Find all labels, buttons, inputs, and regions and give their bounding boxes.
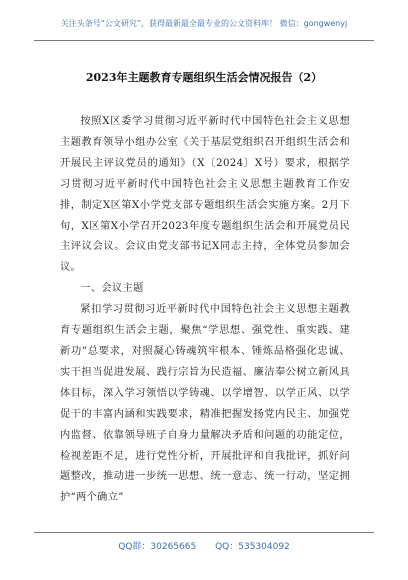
footer-qq-group: QQ群：30265665 bbox=[118, 542, 197, 552]
paragraph-intro: 按照X区委学习贯彻习近平新时代中国特色社会主义思想主题教育领导小组办公室《关于基层党组织召开组织生活会和开展民主评议党员的通知》（X〔2024〕X号）要求，根据学习贯彻习近平新时代中国特色社会主义思想主题教育工作安排，制定X区第X小学党支部专题组织生活会实施方案。2月下旬，X区第X小学召开2023年度专题组织生活会和开展党员民主评议会议。会议由党支部书记X同志主持，全体党员参加会议。 bbox=[60, 116, 350, 274]
document-body bbox=[60, 112, 350, 509]
header-divider bbox=[34, 40, 374, 41]
header-notice: 关注头条号“公文研究”，获得最新最全最专业的公文资料库！ 微信：gongwenyj bbox=[60, 19, 348, 28]
footer-qq: QQ：535304092 bbox=[215, 542, 290, 552]
footer-divider bbox=[34, 532, 374, 533]
paragraph-meeting-theme: 紧扣学习贯彻习近平新时代中国特色社会主义思想主题教育专题组织生活会主题，聚焦“学思想、强党性、重实践、建新功”总要求，对照凝心铸魂筑牢根本、锤炼品格强化忠诚、实干担当促进发展、践行宗旨为民造福、廉洁奉公树立新风具体目标，深入学习领悟以学铸魂、以学增智、以学正风、以学促干的丰富内涵和实践要求，精准把握发扬党内民主、加强党内监督、依靠领导班子自身力量解决矛盾和问题的功能定位，检视差距不足，进行党性分析，开展批评和自我批评，抓好问题整改，推动进一步统一思想、统一意志、统一行动，坚定拥护“两个确立” bbox=[60, 304, 350, 504]
footer-contacts bbox=[0, 539, 408, 552]
section-heading-meeting-theme: 一、会议主题 bbox=[80, 283, 144, 295]
document-title: 2023年主题教育专题组织生活会情况报告（2） bbox=[85, 71, 323, 84]
